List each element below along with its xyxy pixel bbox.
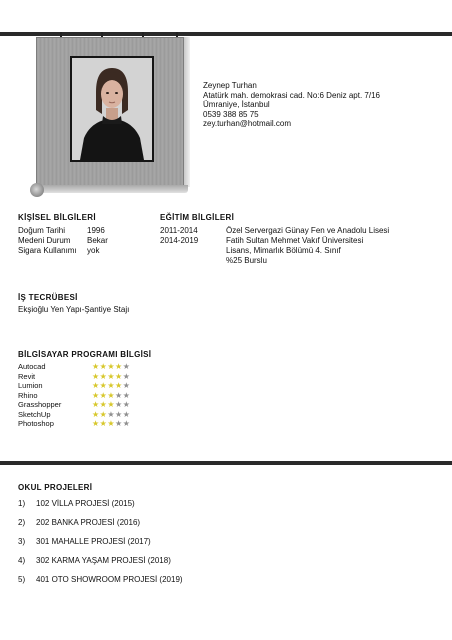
star-empty-icon: ★ [122,362,130,371]
contact-address: Atatürk mah. demokrasi cad. No:6 Deniz apt. 7/16 [203,90,380,100]
personal-label: Sigara Kullanımı [18,246,77,255]
star-filled-icon: ★ [99,381,107,390]
personal-value: 1996 [87,226,105,235]
star-filled-icon: ★ [107,381,115,390]
skill-name: Autocad [18,362,46,371]
star-empty-icon: ★ [115,390,123,400]
software-heading: BİLGİSAYAR PROGRAMI BİLGİSİ [18,350,152,359]
personal-label: Doğum Tarihi [18,226,65,235]
skill-rating [92,372,130,382]
star-filled-icon: ★ [107,400,115,409]
star-empty-icon: ★ [122,371,130,381]
star-filled-icon: ★ [115,381,123,390]
contact-phone: 0539 388 85 75 [203,109,259,119]
skill-row [18,419,130,429]
star-empty-icon: ★ [122,409,130,419]
star-filled-icon: ★ [92,419,100,428]
star-filled-icon: ★ [115,362,123,371]
star-empty-icon: ★ [122,381,130,390]
skill-name: SketchUp [18,409,51,419]
contact-city: Ümraniye, İstanbul [203,100,270,109]
star-empty-icon: ★ [115,400,123,409]
profile-photo [70,56,154,162]
skill-row [18,371,130,382]
contact-name: Zeynep Turhan [203,81,257,90]
skill-row [18,381,130,391]
star-filled-icon: ★ [92,371,100,381]
personal-info-heading: KİŞİSEL BİLGİLERİ [18,213,96,222]
star-filled-icon: ★ [107,390,115,400]
personal-value: Bekar [87,236,108,245]
education-detail: Lisans, Mimarlık Bölümü 4. Sınıf [226,246,341,255]
contact-block [203,81,380,129]
project-title: 102 VİLLA PROJESİ (2015) [36,499,135,508]
star-filled-icon: ★ [99,400,107,409]
education-heading: EĞİTİM BİLGİLERİ [160,213,235,222]
top-divider [0,32,452,36]
star-filled-icon: ★ [92,362,100,371]
star-filled-icon: ★ [99,371,107,381]
project-title: 202 BANKA PROJESİ (2016) [36,518,141,527]
skill-rating [92,419,130,429]
star-filled-icon: ★ [99,409,107,419]
skill-name: Photoshop [18,419,54,428]
skill-rating [92,400,130,410]
skill-row [18,390,130,401]
skill-rating [92,391,130,401]
star-filled-icon: ★ [115,371,123,381]
star-empty-icon: ★ [107,409,115,419]
project-item [18,556,171,566]
skill-rating [92,362,130,372]
project-number: 2) [18,518,26,527]
star-filled-icon: ★ [92,409,100,419]
star-filled-icon: ★ [92,381,100,390]
star-empty-icon: ★ [115,419,123,428]
experience-heading: İŞ TECRÜBESİ [18,293,78,302]
star-filled-icon: ★ [92,400,100,409]
personal-value: yok [87,246,100,255]
project-title: 401 OTO SHOWROOM PROJESİ (2019) [36,575,183,584]
project-title: 301 MAHALLE PROJESİ (2017) [36,537,151,546]
skill-name: Grasshopper [18,400,62,409]
skill-name: Revit [18,371,36,381]
project-item [18,499,135,509]
skill-row [18,409,130,420]
education-years: 2011-2014 [160,226,198,235]
star-filled-icon: ★ [107,362,115,371]
star-filled-icon: ★ [107,419,115,428]
star-filled-icon: ★ [99,419,107,428]
star-filled-icon: ★ [99,390,107,400]
project-number: 4) [18,556,26,565]
experience-item: Ekşioğlu Yen Yapı-Şantiye Stajı [18,305,130,314]
skill-name: Rhino [18,390,38,400]
star-filled-icon: ★ [107,371,115,381]
contact-email[interactable]: zey.turhan@hotmail.com [203,119,292,128]
project-item [18,575,183,585]
project-item [18,518,140,528]
star-empty-icon: ★ [122,390,130,400]
banner-roll [36,185,188,193]
section-divider [0,461,452,465]
star-empty-icon: ★ [122,419,130,428]
star-filled-icon: ★ [92,390,100,400]
star-empty-icon: ★ [122,400,130,409]
education-school: Fatih Sultan Mehmet Vakıf Üniversitesi [226,236,364,245]
project-number: 3) [18,537,26,546]
star-empty-icon: ★ [115,409,123,419]
personal-label: Medeni Durum [18,236,71,245]
project-item [18,537,151,547]
education-scholarship: %25 Burslu [226,256,267,265]
project-number: 5) [18,575,26,584]
skill-rating [92,410,130,420]
person-portrait-icon [72,58,152,160]
project-number: 1) [18,499,26,508]
banner-shadow [184,37,190,187]
skill-name: Lumion [18,381,43,390]
project-title: 302 KARMA YAŞAM PROJESİ (2018) [36,556,171,565]
education-school: Özel Servergazi Günay Fen ve Anadolu Lisesi [226,226,390,235]
projects-heading: OKUL PROJELERİ [18,483,93,492]
education-years: 2014-2019 [160,236,199,245]
banner-roll-end [30,183,44,197]
skill-row [18,362,130,372]
skill-rating [92,381,130,391]
skill-row [18,400,130,410]
star-filled-icon: ★ [99,362,107,371]
